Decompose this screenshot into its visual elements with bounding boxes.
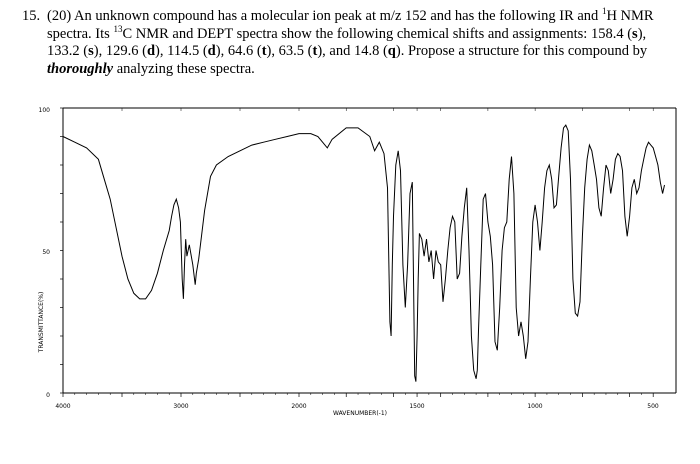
- shift-5-value: 63.5: [278, 43, 304, 59]
- question-emphasis: thoroughly: [47, 60, 114, 77]
- question-points: (20): [47, 8, 72, 24]
- shift-4-mult: t: [261, 43, 267, 59]
- h-superscript: 1: [601, 6, 607, 17]
- h-nmr-text: H NMR spectra. Its: [47, 8, 654, 42]
- question-intro: An unknown compound has a molecular ion peak at m/z 152 and has the following IR and: [74, 8, 599, 24]
- spectrum-line: [63, 125, 665, 382]
- x-tick-label-500: 500: [647, 403, 659, 410]
- x-tick-label-4000: 4000: [55, 403, 71, 410]
- shift-0-mult: s: [632, 25, 638, 42]
- y-tick-label-50: 50: [42, 249, 50, 256]
- shift-5-mult: t: [312, 43, 318, 59]
- shift-3-value: 114.5: [167, 43, 200, 59]
- shift-4-value: 64.6: [227, 43, 254, 59]
- chart-frame: [63, 108, 676, 393]
- x-axis-label: WAVENUMBER(-1): [332, 410, 388, 417]
- y-tick-label-0: 0: [46, 392, 50, 399]
- shift-6-value: 14.8: [353, 43, 380, 59]
- question-text: [22, 8, 682, 78]
- shift-2-value: 129.6: [105, 43, 139, 59]
- chart-ticks: [60, 108, 653, 397]
- c-nmr-text: C NMR and DEPT spectra show the following chemical shifts and assignments:: [122, 25, 588, 42]
- question-number: 15.: [22, 8, 41, 24]
- shift-1-value: 133.2: [47, 43, 80, 59]
- question-ending-pre: . Propose a structure for this compound by: [400, 43, 648, 59]
- y-axis-label: TRANSMITTANCE(%): [38, 291, 45, 353]
- ir-spectrum-chart: [0, 100, 700, 430]
- y-tick-label-100: 100: [38, 107, 50, 114]
- shift-1-mult: s: [88, 43, 94, 59]
- question-body: (20) An unknown compound has a molecular ion peak at m/z 152 and has the following IR and $^1$H NMR spectra. Its $^{13}$C NMR and DEPT spectra show the following chemical shifts and assignments: 158.4 (s), 133.2 (s), 129.6 (d), 114.5 (d), 64.6 (t), 63.5 (t), and 14.8 (q). Propose a structure for this compound by thoroughly analyzing these spectra.: [47, 6, 654, 77]
- x-tick-label-3000: 3000: [173, 403, 189, 410]
- c-superscript: 13: [113, 23, 123, 34]
- shift-0-value: 158.4: [590, 25, 624, 42]
- shift-6-mult: q: [387, 43, 396, 59]
- x-tick-label-1500: 1500: [409, 403, 425, 410]
- x-tick-label-2000: 2000: [291, 403, 307, 410]
- shift-3-mult: d: [207, 43, 216, 59]
- question-ending-post: analyzing these spectra.: [116, 60, 255, 77]
- x-tick-label-1000: 1000: [527, 403, 543, 410]
- shift-2-mult: d: [146, 43, 156, 59]
